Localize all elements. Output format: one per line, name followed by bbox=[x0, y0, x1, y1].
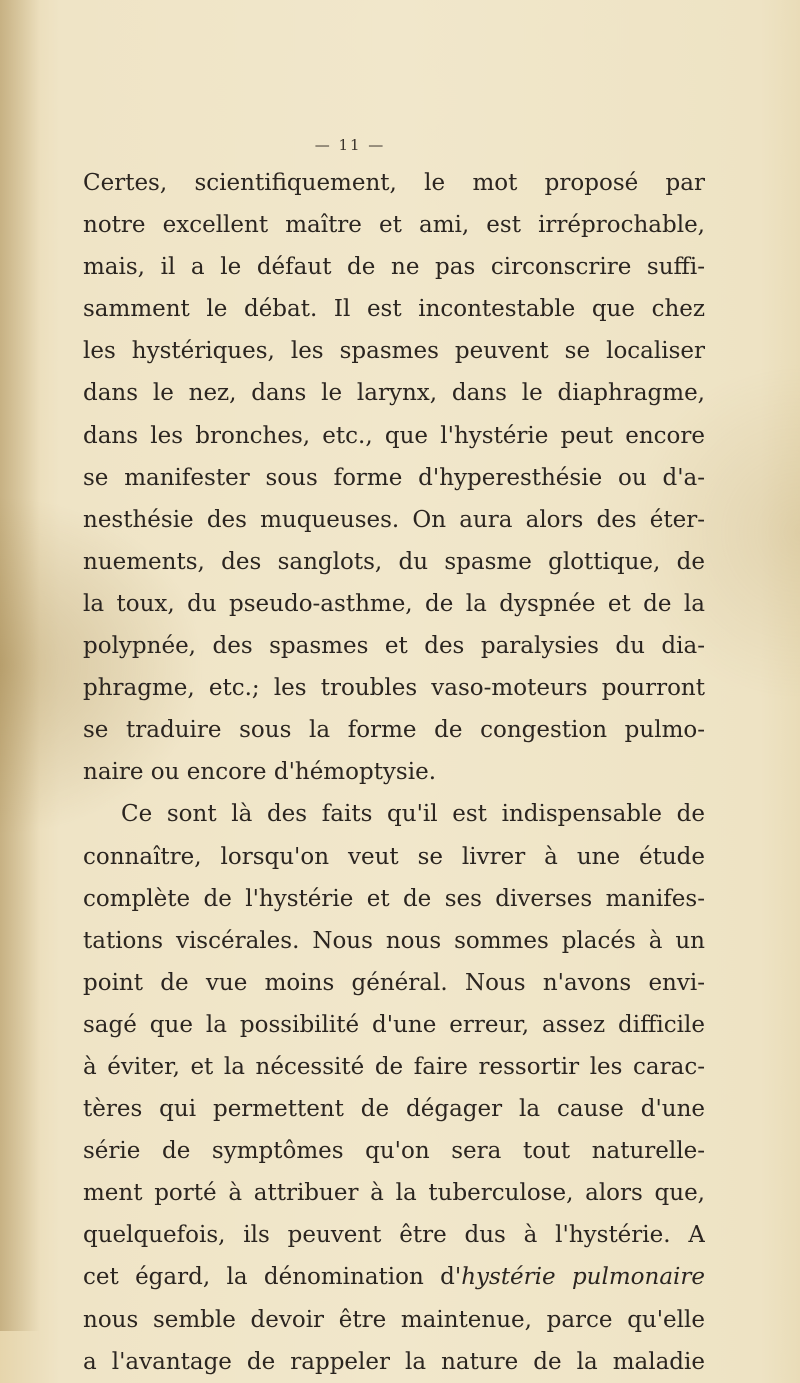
text-line: nuements, des sanglots, du spasme glottique, de bbox=[83, 548, 705, 575]
text-line: se traduire sous la forme de congestion pulmo- bbox=[83, 717, 705, 744]
text-line: connaître, lorsqu'on veut se livrer à une étude bbox=[83, 843, 705, 870]
text-line: sagé que la possibilité d'une erreur, assez difficile bbox=[83, 1011, 705, 1038]
text-line: à éviter, et la nécessité de faire ressortir les carac- bbox=[83, 1053, 705, 1080]
text-line: dans le nez, dans le larynx, dans le diaphragme, bbox=[83, 380, 705, 407]
text-line: les hystériques, les spasmes peuvent se localiser bbox=[83, 338, 705, 365]
text-line: série de symptômes qu'on sera tout naturelle- bbox=[83, 1138, 705, 1165]
text-line: quelquefois, ils peuvent être dus à l'hystérie. A bbox=[83, 1222, 705, 1249]
body-text bbox=[83, 162, 705, 1383]
text-line-with-italic bbox=[83, 1256, 705, 1298]
text-line: la toux, du pseudo-asthme, de la dyspnée et de la bbox=[83, 590, 705, 617]
text-line: ment porté à attribuer à la tuberculose, alors que, bbox=[83, 1180, 705, 1207]
text-line: samment le débat. Il est incontestable que chez bbox=[83, 296, 705, 323]
page-number: — 11 — bbox=[314, 136, 386, 154]
text-line: Certes, scientifiquement, le mot proposé par bbox=[83, 170, 705, 196]
text-line: Ce sont là des faits qu'il est indispensable de bbox=[121, 801, 705, 828]
text-line: se manifester sous forme d'hyperesthésie ou d'a- bbox=[83, 464, 705, 491]
text-line: tations viscérales. Nous nous sommes placés à un bbox=[83, 927, 705, 954]
text-line: phragme, etc.; les troubles vaso-moteurs pourront bbox=[83, 675, 705, 702]
text-line: polypnée, des spasmes et des paralysies du dia- bbox=[83, 633, 705, 660]
line-text: cet égard, la dénomination d' bbox=[83, 1264, 462, 1291]
italic-term: hystérie pulmonaire bbox=[461, 1264, 705, 1291]
text-line: a l'avantage de rappeler la nature de la maladie bbox=[83, 1348, 705, 1375]
text-line: point de vue moins général. Nous n'avons envi- bbox=[83, 969, 705, 996]
text-line: complète de l'hystérie et de ses diverses manifes- bbox=[83, 885, 705, 912]
text-line: naire ou encore d'hémoptysie. bbox=[83, 759, 437, 786]
text-line: notre excellent maître et ami, est irréprochable, bbox=[83, 212, 705, 239]
text-line: tères qui permettent de dégager la cause d'une bbox=[83, 1096, 705, 1123]
text-line: nesthésie des muqueuses. On aura alors des éter- bbox=[83, 506, 705, 533]
page-edge-shadow bbox=[0, 0, 40, 1331]
text-line: mais, il a le défaut de ne pas circonscrire suffi- bbox=[83, 254, 705, 281]
text-line: nous semble devoir être maintenue, parce qu'elle bbox=[83, 1306, 705, 1333]
text-line: dans les bronches, etc., que l'hystérie peut encore bbox=[83, 422, 705, 449]
